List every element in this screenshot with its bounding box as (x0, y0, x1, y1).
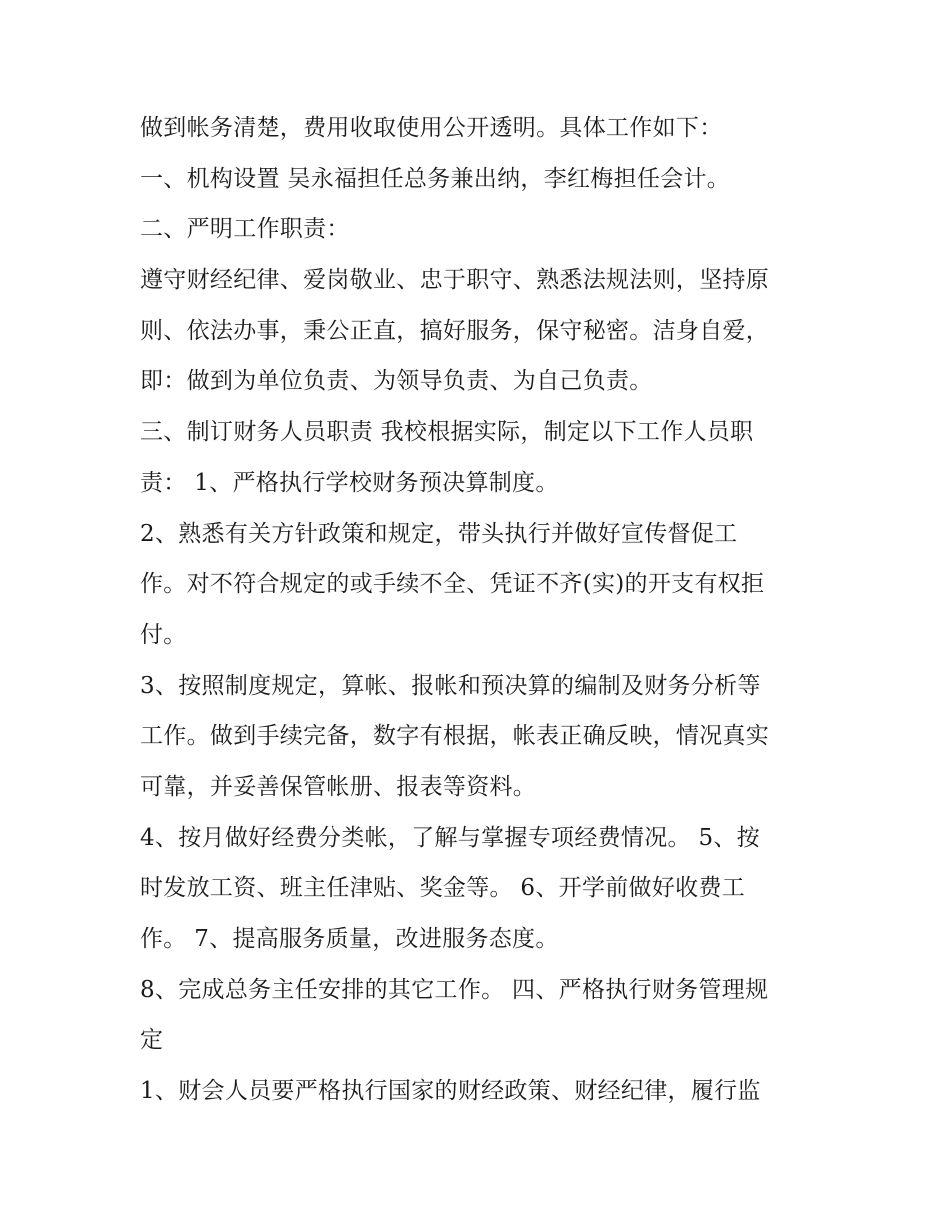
text-line: 定 (140, 1027, 164, 1054)
text-line: 遵守财经纪律、爱岗敬业、忠于职守、熟悉法规法则，坚持原 (140, 267, 770, 294)
text-line: 3、按照制度规定，算帐、报帐和预决算的编制及财务分析等 (140, 672, 761, 699)
text-line: 作。 7、提高服务质量，改进服务态度。 (140, 926, 559, 952)
text-line: 2、熟悉有关方针政策和规定，带头执行并做好宣传督促工 (140, 520, 738, 547)
text-line: 4、按月做好经费分类帐，了解与掌握专项经费情况。 5、按 (140, 824, 760, 851)
text-line: 一、机构设置 吴永福担任总务兼出纳，李红梅担任会计。 (140, 165, 731, 192)
text-line: 做到帐务清楚，费用收取使用公开透明。具体工作如下： (140, 115, 723, 141)
document-page (140, 103, 820, 1117)
text-line: 8、完成总务主任安排的其它工作。 四、严格执行财务管理规 (140, 976, 769, 1003)
text-line: 二、严明工作职责： (140, 216, 350, 243)
text-line: 则、依法办事，秉公正直，搞好服务，保守秘密。洁身自爱， (140, 317, 770, 344)
text-line: 责： 1、严格执行学校财务预决算制度。 (140, 469, 559, 496)
text-line: 可靠，并妥善保管帐册、报表等资料。 (140, 773, 537, 800)
text-line: 工作。做到手续完备，数字有根据，帐表正确反映，情况真实 (140, 723, 770, 750)
text-line: 三、制订财务人员职责 我校根据实际，制定以下工作人员职 (140, 419, 754, 446)
text-line: 时发放工资、班主任津贴、奖金等。 6、开学前做好收费工 (140, 875, 746, 902)
text-line: 付。 (140, 621, 187, 648)
text-line: 即：做到为单位负责、为领导负责、为自己负责。 (140, 368, 653, 395)
text-line: 1、财会人员要严格执行国家的财经政策、财经纪律，履行监 (140, 1078, 761, 1105)
text-line: 作。对不符合规定的或手续不全、凭证不齐(实)的开支有权拒 (140, 571, 765, 598)
